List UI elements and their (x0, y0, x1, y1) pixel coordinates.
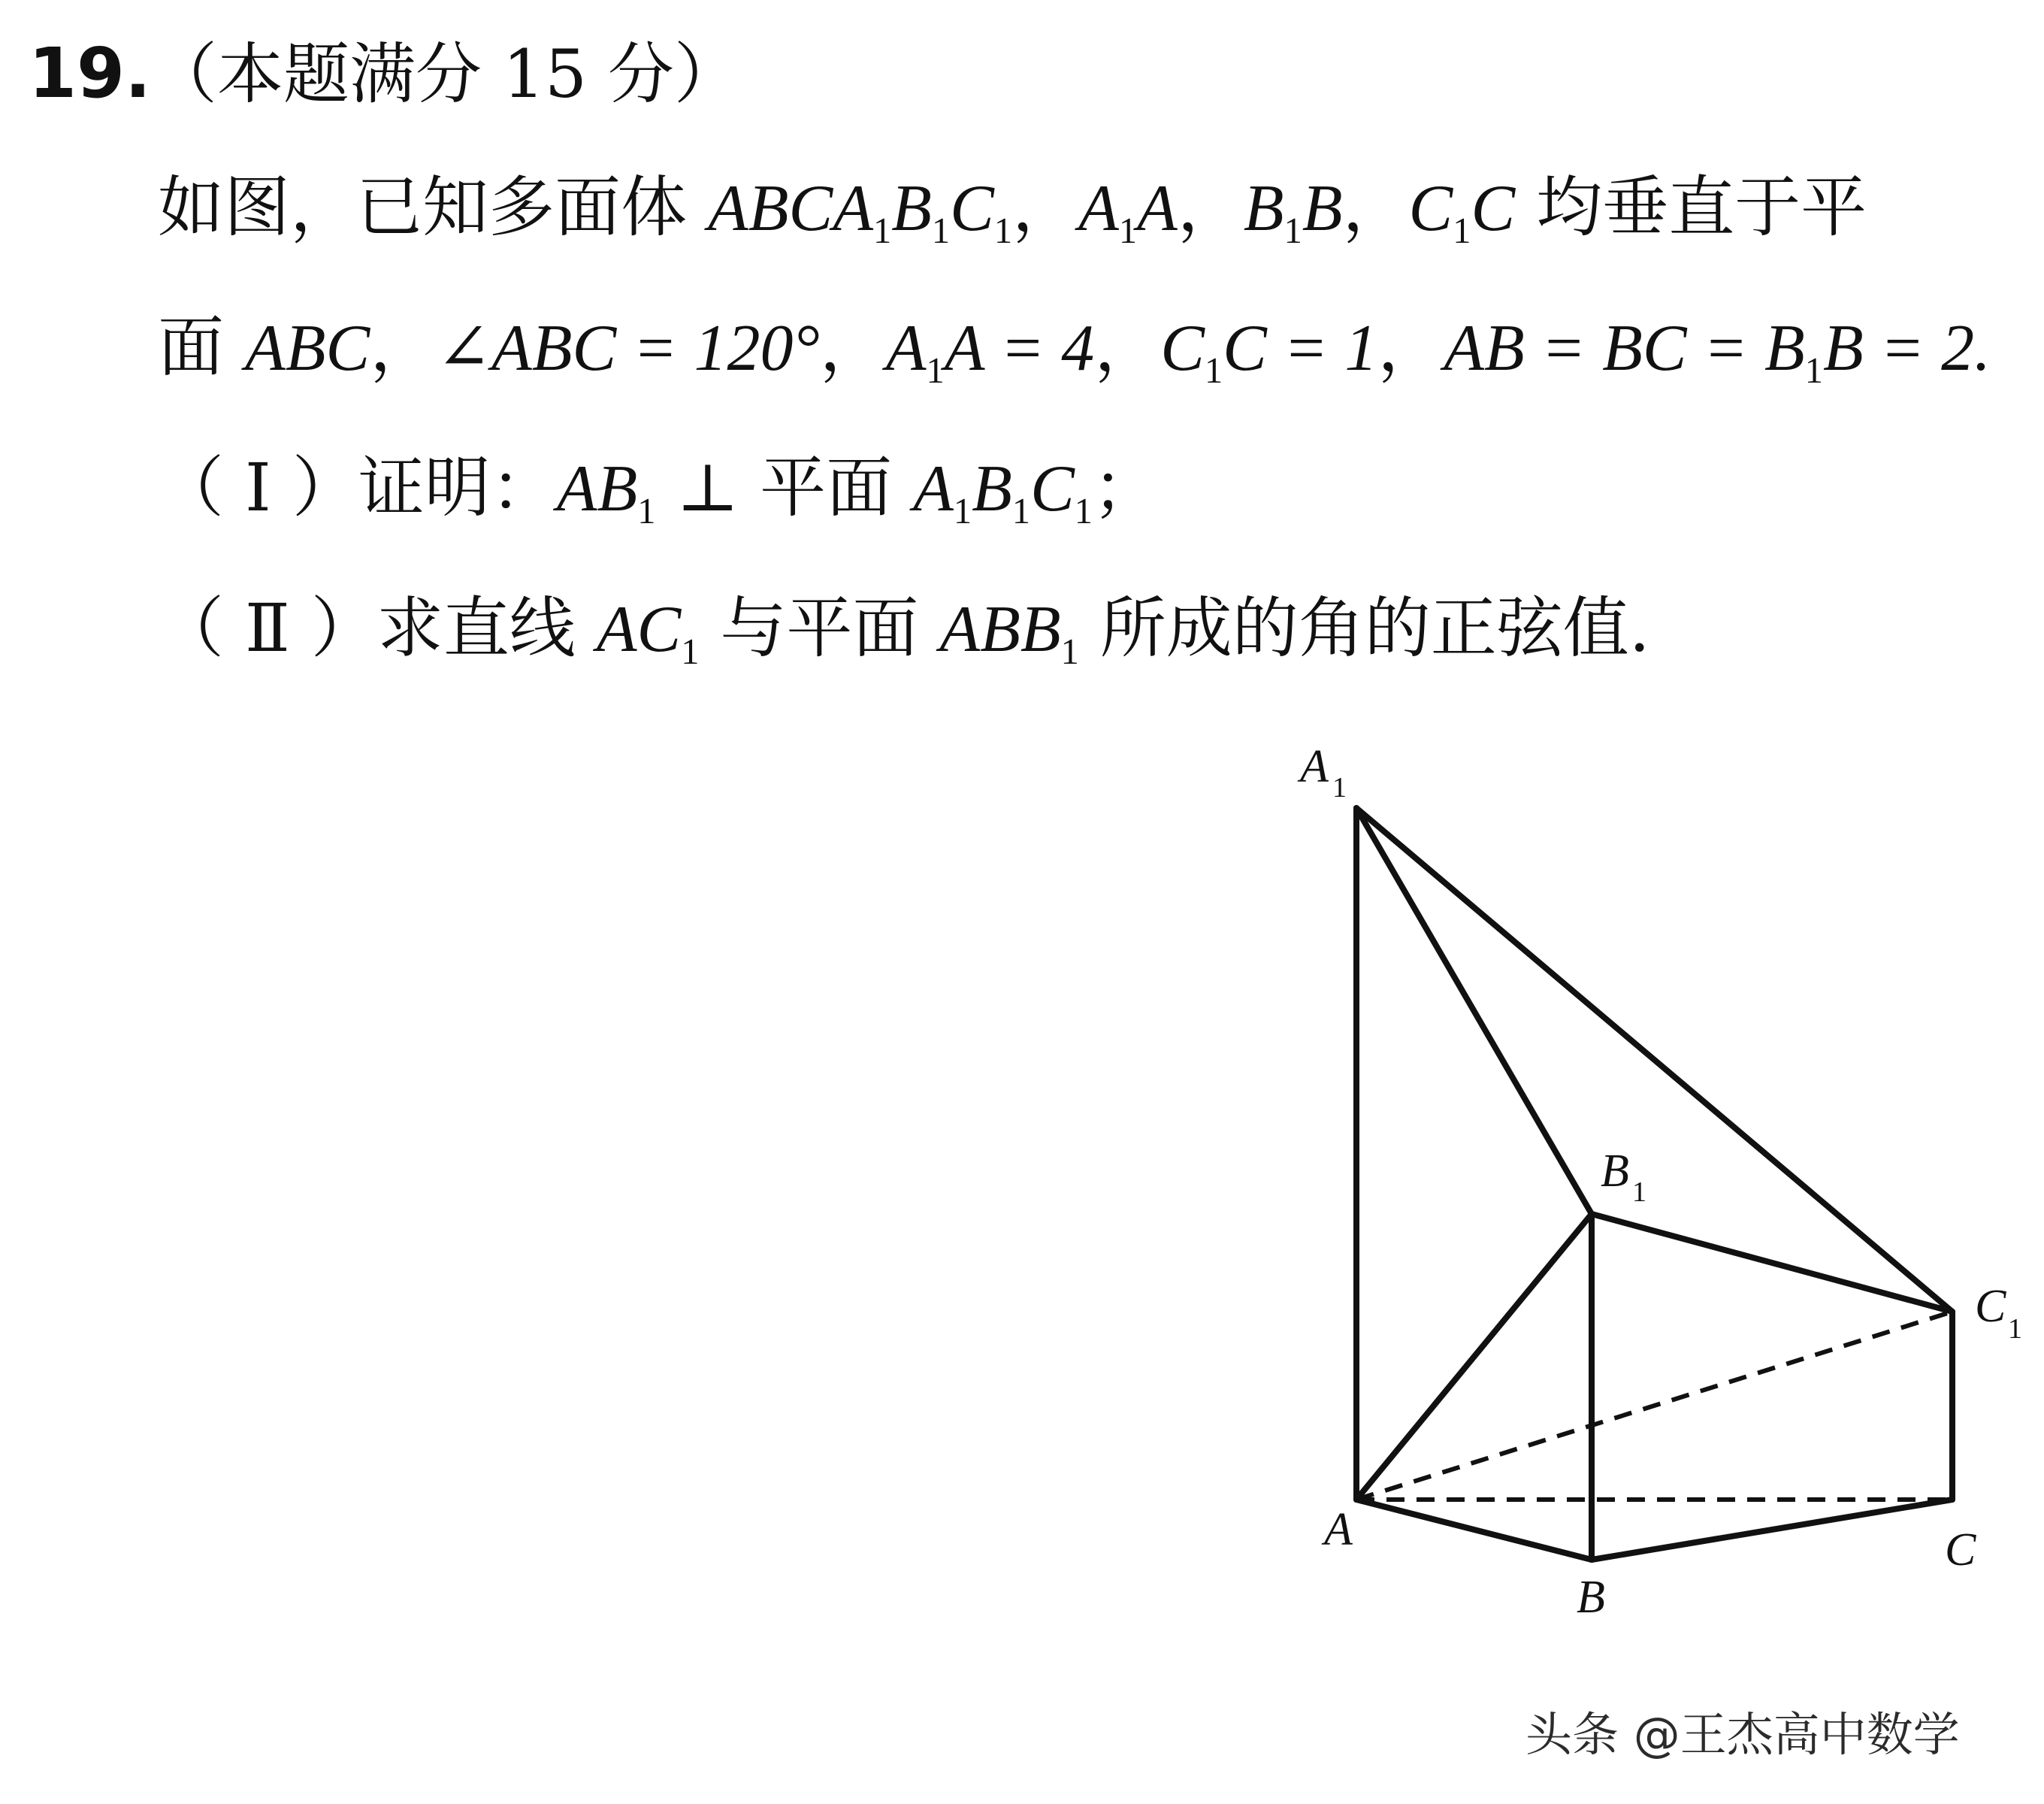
problem-header: 19.（本题满分 15 分） (29, 33, 740, 114)
svg-text:1: 1 (2008, 1313, 2022, 1345)
svg-text:A: A (1300, 741, 1329, 792)
label-a: A (1324, 1504, 1353, 1555)
watermark: 头条 @王杰高中数学 (1525, 1707, 1960, 1762)
edge-a1-b1 (1356, 808, 1592, 1214)
label-b1 (1601, 1146, 1646, 1208)
part-1: （ Ⅰ ）证明：$AB_1$ ⊥ 平面 $A_1B_1C_1$； (158, 449, 1159, 531)
edge-a-c1-dashed (1356, 1312, 1952, 1500)
edge-a1-c1 (1356, 808, 1952, 1312)
svg-text:1: 1 (1632, 1176, 1646, 1208)
svg-text:C: C (1975, 1281, 2006, 1332)
edge-a-b (1356, 1500, 1592, 1560)
problem-statement-line-2: 面 ABC，∠ABC = 120°，$A_1A = 4$，$C_1C = 1$，AB = BC = $B_1B = 2$. (158, 308, 1991, 391)
svg-text:1: 1 (1332, 772, 1347, 804)
problem-number: 19 (29, 33, 125, 114)
svg-text:B: B (1601, 1146, 1629, 1197)
label-c1 (1975, 1281, 2022, 1345)
label-c: C (1945, 1524, 1976, 1575)
label-b: B (1577, 1572, 1605, 1623)
part-2: （ Ⅱ ）求直线 $AC_1$ 与平面 $ABB_1$ 所成的角的正弦值. (158, 589, 1650, 672)
problem-statement-line-1: 如图，已知多面体 $ABCA_1B_1C_1$，$A_1A$，$B_1B$，$C_1C$ 均垂直于平 (158, 168, 1867, 251)
edge-a-b1 (1356, 1214, 1592, 1500)
label-a1 (1297, 741, 1347, 804)
edge-b-c (1592, 1500, 1952, 1560)
problem-score: （本题满分 15 分） (150, 35, 740, 113)
